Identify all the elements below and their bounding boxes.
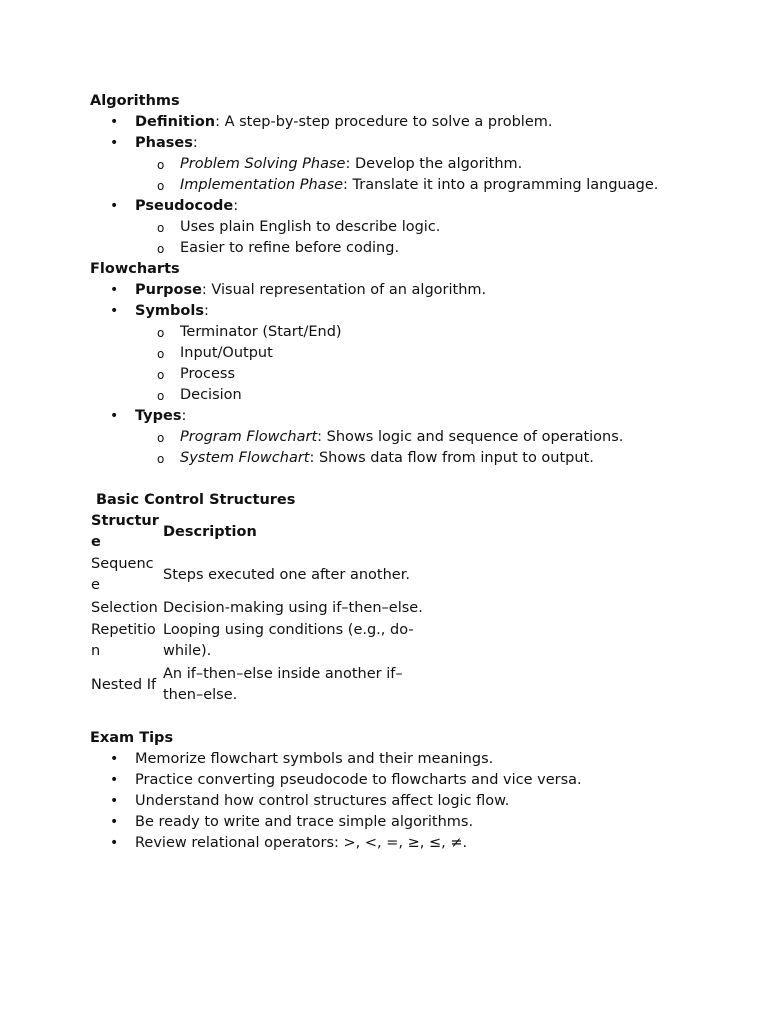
symbol-text: Terminator (Start/End) <box>180 324 342 340</box>
definition-text: : A step-by-step procedure to solve a problem. <box>215 114 553 130</box>
pseudo2-text: Easier to refine before coding. <box>180 240 400 256</box>
list-item-pseudo-2 <box>90 238 730 259</box>
bullet-icon: • <box>110 793 119 809</box>
tip-text: Memorize flowchart symbols and their meanings. <box>135 751 494 767</box>
list-item-phase-1 <box>90 154 730 175</box>
list-item-tip <box>90 770 730 791</box>
structure-cell: Repetition <box>91 622 156 659</box>
symbol-text: Input/Output <box>180 345 273 361</box>
circle-bullet-icon: o <box>157 326 165 340</box>
description-cell: Steps executed one after another. <box>163 566 410 583</box>
bullet-icon: • <box>110 772 119 788</box>
pseudo1-text: Uses plain English to describe logic. <box>180 219 441 235</box>
structure-cell: Nested If <box>91 676 157 693</box>
bullet-icon: • <box>110 835 119 851</box>
circle-bullet-icon: o <box>157 347 165 361</box>
symbol-text: Decision <box>180 387 242 403</box>
spacer <box>90 469 730 490</box>
description-cell: Looping using conditions (e.g., do-while). <box>163 622 414 659</box>
spacer <box>90 707 730 728</box>
structure-cell: Selection <box>91 599 158 616</box>
purpose-term: Purpose <box>135 282 202 298</box>
circle-bullet-icon: o <box>157 431 165 445</box>
description-cell: An if–then–else inside another if–then–else. <box>163 666 403 703</box>
list-item-definition <box>90 112 730 133</box>
type1-text: : Shows logic and sequence of operations. <box>317 429 624 445</box>
type2-text: : Shows data flow from input to output. <box>309 450 594 466</box>
bullet-icon: • <box>110 282 119 298</box>
tip-text: Practice converting pseudocode to flowcharts and vice versa. <box>135 772 582 788</box>
symbols-colon: : <box>203 303 209 319</box>
phases-term: Phases <box>135 135 193 151</box>
list-item-pseudo-1 <box>90 217 730 238</box>
list-item-purpose <box>90 280 730 301</box>
list-item-symbols <box>90 301 730 322</box>
list-item-type-2 <box>90 448 730 469</box>
symbol-text: Process <box>180 366 236 382</box>
type2-term: System Flowchart <box>180 450 310 466</box>
list-item-symbol <box>90 322 730 343</box>
tip-text: Understand how control structures affect logic flow. <box>135 793 510 809</box>
definition-term: Definition <box>135 114 216 130</box>
description-cell: Decision-making using if–then–else. <box>163 599 423 616</box>
table-row <box>90 553 428 597</box>
algorithms-heading: Algorithms <box>90 93 180 109</box>
flowcharts-heading: Flowcharts <box>90 261 180 277</box>
list-item-pseudocode <box>90 196 730 217</box>
phase1-text: : Develop the algorithm. <box>345 156 523 172</box>
table-row <box>90 619 428 663</box>
symbols-term: Symbols <box>135 303 204 319</box>
circle-bullet-icon: o <box>157 221 165 235</box>
structure-cell: Sequence <box>91 556 154 593</box>
table-header-description: Description <box>163 523 257 540</box>
list-item-tip <box>90 791 730 812</box>
pseudocode-colon: : <box>233 198 239 214</box>
table-header-structure: Structure <box>91 513 159 550</box>
bullet-icon: • <box>110 114 119 130</box>
bullet-icon: • <box>110 751 119 767</box>
phase2-text: : Translate it into a programming language. <box>343 177 659 193</box>
bullet-icon: • <box>110 135 119 151</box>
circle-bullet-icon: o <box>157 389 165 403</box>
list-item-symbol <box>90 385 730 406</box>
list-item-tip <box>90 749 730 770</box>
list-item-symbol <box>90 343 730 364</box>
phases-colon: : <box>192 135 198 151</box>
document-page <box>90 91 730 854</box>
phase2-term: Implementation Phase <box>180 177 344 193</box>
list-item-tip <box>90 812 730 833</box>
exam-tips-heading: Exam Tips <box>90 730 174 746</box>
list-item-phase-2 <box>90 175 730 196</box>
tip-text: Be ready to write and trace simple algorithms. <box>135 814 474 830</box>
circle-bullet-icon: o <box>157 179 165 193</box>
list-item-symbol <box>90 364 730 385</box>
list-item-types <box>90 406 730 427</box>
list-item-phases <box>90 133 730 154</box>
list-item-tip <box>90 833 730 854</box>
table-row <box>90 597 428 619</box>
phase1-term: Problem Solving Phase <box>180 156 346 172</box>
circle-bullet-icon: o <box>157 368 165 382</box>
bullet-icon: • <box>110 198 119 214</box>
control-structures-table <box>90 511 428 707</box>
control-structures-title: Basic Control Structures <box>96 492 296 508</box>
list-item-type-1 <box>90 427 730 448</box>
bullet-icon: • <box>110 303 119 319</box>
circle-bullet-icon: o <box>157 452 165 466</box>
bullet-icon: • <box>110 408 119 424</box>
type1-term: Program Flowchart <box>180 429 318 445</box>
table-header-row <box>90 511 428 553</box>
purpose-text: : Visual representation of an algorithm. <box>201 282 487 298</box>
circle-bullet-icon: o <box>157 158 165 172</box>
circle-bullet-icon: o <box>157 242 165 256</box>
pseudocode-term: Pseudocode <box>135 198 234 214</box>
table-row <box>90 663 428 707</box>
types-colon: : <box>181 408 187 424</box>
types-term: Types <box>135 408 182 424</box>
bullet-icon: • <box>110 814 119 830</box>
tip-text: Review relational operators: >, <, =, ≥, ≤, ≠. <box>135 835 468 851</box>
